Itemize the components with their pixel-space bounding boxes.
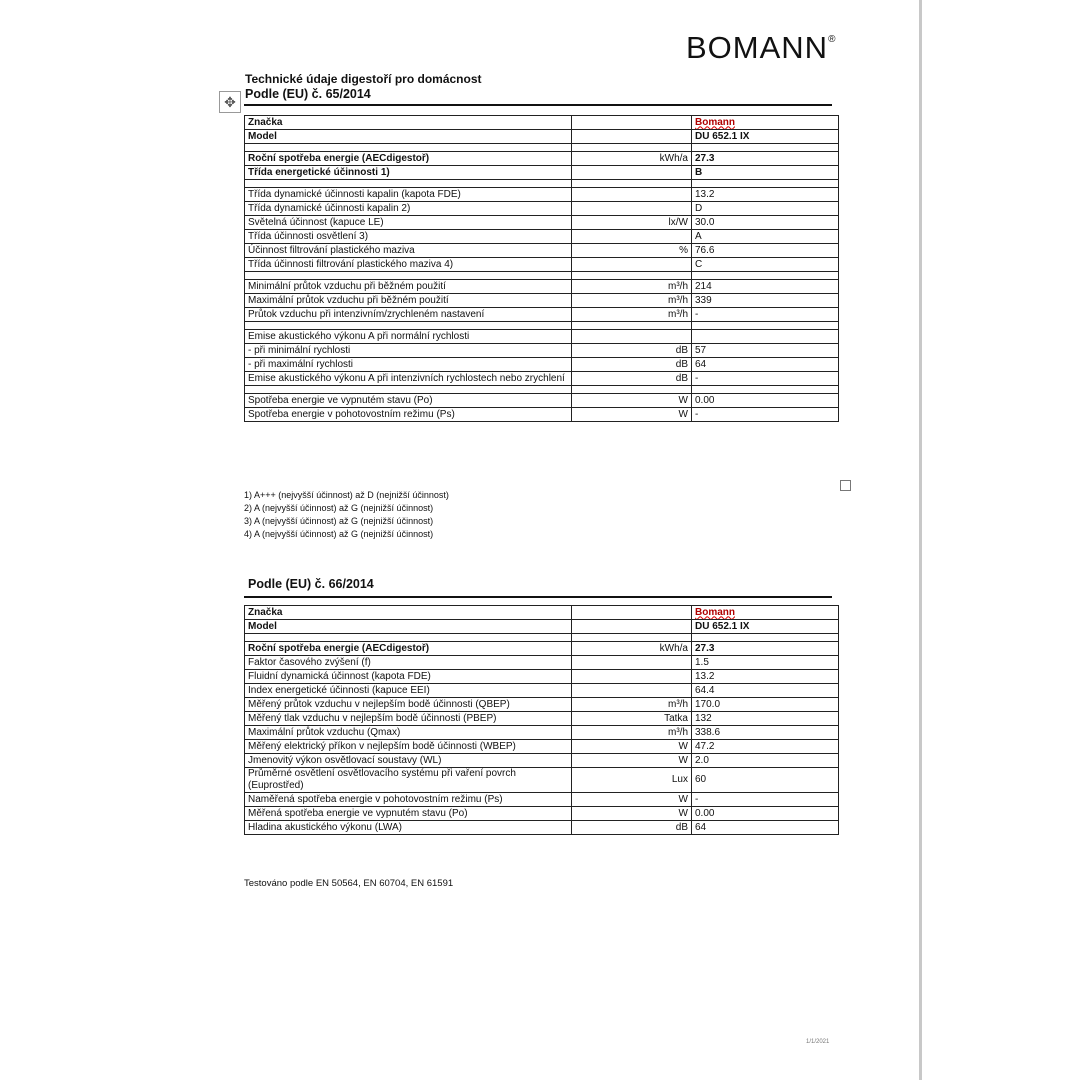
cell-unit: dB xyxy=(572,358,692,372)
cell-unit xyxy=(572,620,692,634)
cell-label: Jmenovitý výkon osvětlovací soustavy (WL) xyxy=(245,754,572,768)
cell-value: Bomann xyxy=(692,606,839,620)
table-move-icon[interactable]: ✥ xyxy=(219,91,241,113)
footnote-2: 2) A (nejvyšší účinnost) až G (nejnižší účinnost) xyxy=(244,503,434,513)
cell-unit: W xyxy=(572,408,692,422)
spec-row xyxy=(245,294,839,308)
cell-value: - xyxy=(692,308,839,322)
cell-label xyxy=(245,272,572,280)
cell-unit: dB xyxy=(572,344,692,358)
cell-value: 27.3 xyxy=(692,642,839,656)
cell-label: Měřený průtok vzduchu v nejlepším bodě účinnosti (QBEP) xyxy=(245,698,572,712)
cell-value: - xyxy=(692,408,839,422)
cell-value xyxy=(692,386,839,394)
cell-unit xyxy=(572,670,692,684)
cell-value: 170.0 xyxy=(692,698,839,712)
cell-value xyxy=(692,144,839,152)
cell-value: 27.3 xyxy=(692,152,839,166)
blank-row xyxy=(245,322,839,330)
cell-label: Maximální průtok vzduchu (Qmax) xyxy=(245,726,572,740)
spec-row xyxy=(245,684,839,698)
cell-unit: Lux xyxy=(572,768,692,793)
cell-value: 13.2 xyxy=(692,670,839,684)
cell-unit xyxy=(572,144,692,152)
cell-label: Světelná účinnost (kapuce LE) xyxy=(245,216,572,230)
spec-row xyxy=(245,408,839,422)
spec-row xyxy=(245,372,839,386)
cell-value: 64.4 xyxy=(692,684,839,698)
table-resize-handle[interactable] xyxy=(840,480,851,491)
cell-label: Naměřená spotřeba energie v pohotovostním režimu (Ps) xyxy=(245,793,572,807)
page-id: 1/1/2021 xyxy=(806,1039,830,1045)
spec-row xyxy=(245,308,839,322)
cell-label: Fluidní dynamická účinnost (kapota FDE) xyxy=(245,670,572,684)
spec-table-66 xyxy=(244,605,839,835)
cell-label: Spotřeba energie ve vypnutém stavu (Po) xyxy=(245,394,572,408)
cell-label: Hladina akustického výkonu (LWA) xyxy=(245,821,572,835)
spec-row xyxy=(245,258,839,272)
cell-unit xyxy=(572,330,692,344)
spec-row xyxy=(245,358,839,372)
cell-unit: kWh/a xyxy=(572,152,692,166)
spec-row xyxy=(245,188,839,202)
cell-value: 76.6 xyxy=(692,244,839,258)
cell-unit xyxy=(572,180,692,188)
cell-label: Třída účinnosti filtrování plastického maziva 4) xyxy=(245,258,572,272)
cell-label: Účinnost filtrování plastického maziva xyxy=(245,244,572,258)
blank-row xyxy=(245,144,839,152)
spec-row xyxy=(245,216,839,230)
cell-label: Roční spotřeba energie (AECdigestoř) xyxy=(245,152,572,166)
spec-row xyxy=(245,606,839,620)
cell-unit: dB xyxy=(572,821,692,835)
spec-row xyxy=(245,152,839,166)
cell-value: 0.00 xyxy=(692,807,839,821)
cell-value: 30.0 xyxy=(692,216,839,230)
brand-logo: BOMANN® xyxy=(686,30,837,65)
cell-label: - při minimální rychlosti xyxy=(245,344,572,358)
footnote-4: 4) A (nejvyšší účinnost) až G (nejnižší účinnost) xyxy=(244,529,434,539)
cell-value: - xyxy=(692,372,839,386)
cell-unit xyxy=(572,684,692,698)
spec-row xyxy=(245,642,839,656)
cell-label: Značka xyxy=(245,606,572,620)
blank-row xyxy=(245,272,839,280)
cell-unit: m³/h xyxy=(572,698,692,712)
cell-unit xyxy=(572,258,692,272)
spec-row xyxy=(245,330,839,344)
spec-row xyxy=(245,244,839,258)
footnote-3: 3) A (nejvyšší účinnost) až G (nejnižší účinnost) xyxy=(244,516,434,526)
spec-row xyxy=(245,280,839,294)
cell-label xyxy=(245,634,572,642)
cell-value: 13.2 xyxy=(692,188,839,202)
cell-unit xyxy=(572,230,692,244)
cell-label xyxy=(245,180,572,188)
spec-row xyxy=(245,230,839,244)
cell-value: DU 652.1 IX xyxy=(692,620,839,634)
cell-value xyxy=(692,634,839,642)
cell-value: D xyxy=(692,202,839,216)
document-title: Technické údaje digestoří pro domácnost xyxy=(245,72,482,86)
footnote-1: 1) A+++ (nejvyšší účinnost) až D (nejnižší účinnost) xyxy=(244,490,449,500)
spec-row xyxy=(245,726,839,740)
cell-value xyxy=(692,322,839,330)
tested-standards-note: Testováno podle EN 50564, EN 60704, EN 61591 xyxy=(244,878,454,889)
cell-value: A xyxy=(692,230,839,244)
cell-unit: kWh/a xyxy=(572,642,692,656)
cell-label: Model xyxy=(245,130,572,144)
spec-row xyxy=(245,793,839,807)
title-rule-1 xyxy=(244,104,832,106)
cell-value: 1.5 xyxy=(692,656,839,670)
cell-value: 214 xyxy=(692,280,839,294)
cell-unit xyxy=(572,386,692,394)
cell-unit xyxy=(572,130,692,144)
cell-label xyxy=(245,322,572,330)
cell-value: 60 xyxy=(692,768,839,793)
regulation-heading-65: Podle (EU) č. 65/2014 xyxy=(245,87,371,101)
cell-unit: W xyxy=(572,394,692,408)
cell-label: Třída energetické účinnosti 1) xyxy=(245,166,572,180)
spec-row xyxy=(245,698,839,712)
cell-label: Model xyxy=(245,620,572,634)
cell-unit: m³/h xyxy=(572,294,692,308)
spec-row xyxy=(245,394,839,408)
cell-unit xyxy=(572,634,692,642)
cell-label: Emise akustického výkonu A při intenzivních rychlostech nebo zrychlení xyxy=(245,372,572,386)
spec-row xyxy=(245,821,839,835)
cell-label: - při maximální rychlosti xyxy=(245,358,572,372)
cell-unit xyxy=(572,202,692,216)
cell-unit xyxy=(572,606,692,620)
cell-value: 57 xyxy=(692,344,839,358)
blank-row xyxy=(245,634,839,642)
cell-value: 0.00 xyxy=(692,394,839,408)
cell-value: - xyxy=(692,793,839,807)
spec-row xyxy=(245,116,839,130)
cell-unit: W xyxy=(572,754,692,768)
cell-value: C xyxy=(692,258,839,272)
cell-value: 2.0 xyxy=(692,754,839,768)
spec-row xyxy=(245,656,839,670)
cell-label: Roční spotřeba energie (AECdigestoř) xyxy=(245,642,572,656)
cell-label: Faktor časového zvýšení (f) xyxy=(245,656,572,670)
cell-unit: m³/h xyxy=(572,726,692,740)
cell-unit: m³/h xyxy=(572,308,692,322)
regulation-heading-66: Podle (EU) č. 66/2014 xyxy=(248,577,374,591)
cell-unit: W xyxy=(572,793,692,807)
cell-value xyxy=(692,272,839,280)
cell-value: DU 652.1 IX xyxy=(692,130,839,144)
spec-row xyxy=(245,768,839,793)
cell-label: Měřený elektrický příkon v nejlepším bodě účinnosti (WBEP) xyxy=(245,740,572,754)
cell-label: Minimální průtok vzduchu při běžném použití xyxy=(245,280,572,294)
blank-row xyxy=(245,180,839,188)
cell-label: Průměrné osvětlení osvětlovacího systému při vaření povrch (Euprostřed) xyxy=(245,768,572,793)
footnotes xyxy=(244,489,449,541)
blank-row xyxy=(245,386,839,394)
cell-label: Emise akustického výkonu A při normální rychlosti xyxy=(245,330,572,344)
cell-label: Průtok vzduchu při intenzivním/zrychleném nastavení xyxy=(245,308,572,322)
cell-unit xyxy=(572,322,692,330)
spec-row xyxy=(245,344,839,358)
cell-label: Třída dynamické účinnosti kapalin (kapota FDE) xyxy=(245,188,572,202)
cell-unit xyxy=(572,188,692,202)
spec-table-65 xyxy=(244,115,839,422)
cell-unit: W xyxy=(572,740,692,754)
spec-row xyxy=(245,130,839,144)
cell-value: 132 xyxy=(692,712,839,726)
cell-label: Maximální průtok vzduchu při běžném použití xyxy=(245,294,572,308)
cell-unit: Tatka xyxy=(572,712,692,726)
cell-value: B xyxy=(692,166,839,180)
cell-label xyxy=(245,144,572,152)
cell-value: 64 xyxy=(692,821,839,835)
cell-label: Značka xyxy=(245,116,572,130)
cell-value: 339 xyxy=(692,294,839,308)
page-margin-right xyxy=(922,0,1080,1080)
cell-unit: dB xyxy=(572,372,692,386)
cell-label: Index energetické účinnosti (kapuce EEI) xyxy=(245,684,572,698)
cell-value: 338.6 xyxy=(692,726,839,740)
cell-unit: W xyxy=(572,807,692,821)
spec-row xyxy=(245,754,839,768)
spec-row xyxy=(245,740,839,754)
cell-label: Třída dynamické účinnosti kapalin 2) xyxy=(245,202,572,216)
cell-value xyxy=(692,180,839,188)
spec-row xyxy=(245,166,839,180)
spec-row xyxy=(245,202,839,216)
cell-label: Spotřeba energie v pohotovostním režimu (Ps) xyxy=(245,408,572,422)
cell-unit: m³/h xyxy=(572,280,692,294)
spec-row xyxy=(245,807,839,821)
cell-unit xyxy=(572,656,692,670)
cell-value: 47.2 xyxy=(692,740,839,754)
cell-unit: % xyxy=(572,244,692,258)
cell-value: Bomann xyxy=(692,116,839,130)
spec-row xyxy=(245,712,839,726)
cell-label: Měřený tlak vzduchu v nejlepším bodě účinnosti (PBEP) xyxy=(245,712,572,726)
cell-unit xyxy=(572,272,692,280)
cell-unit xyxy=(572,166,692,180)
cell-unit: lx/W xyxy=(572,216,692,230)
spec-row xyxy=(245,620,839,634)
title-rule-2 xyxy=(244,596,832,598)
cell-label: Měřená spotřeba energie ve vypnutém stavu (Po) xyxy=(245,807,572,821)
cell-label: Třída účinnosti osvětlení 3) xyxy=(245,230,572,244)
cell-value xyxy=(692,330,839,344)
cell-unit xyxy=(572,116,692,130)
cell-value: 64 xyxy=(692,358,839,372)
spec-row xyxy=(245,670,839,684)
cell-label xyxy=(245,386,572,394)
